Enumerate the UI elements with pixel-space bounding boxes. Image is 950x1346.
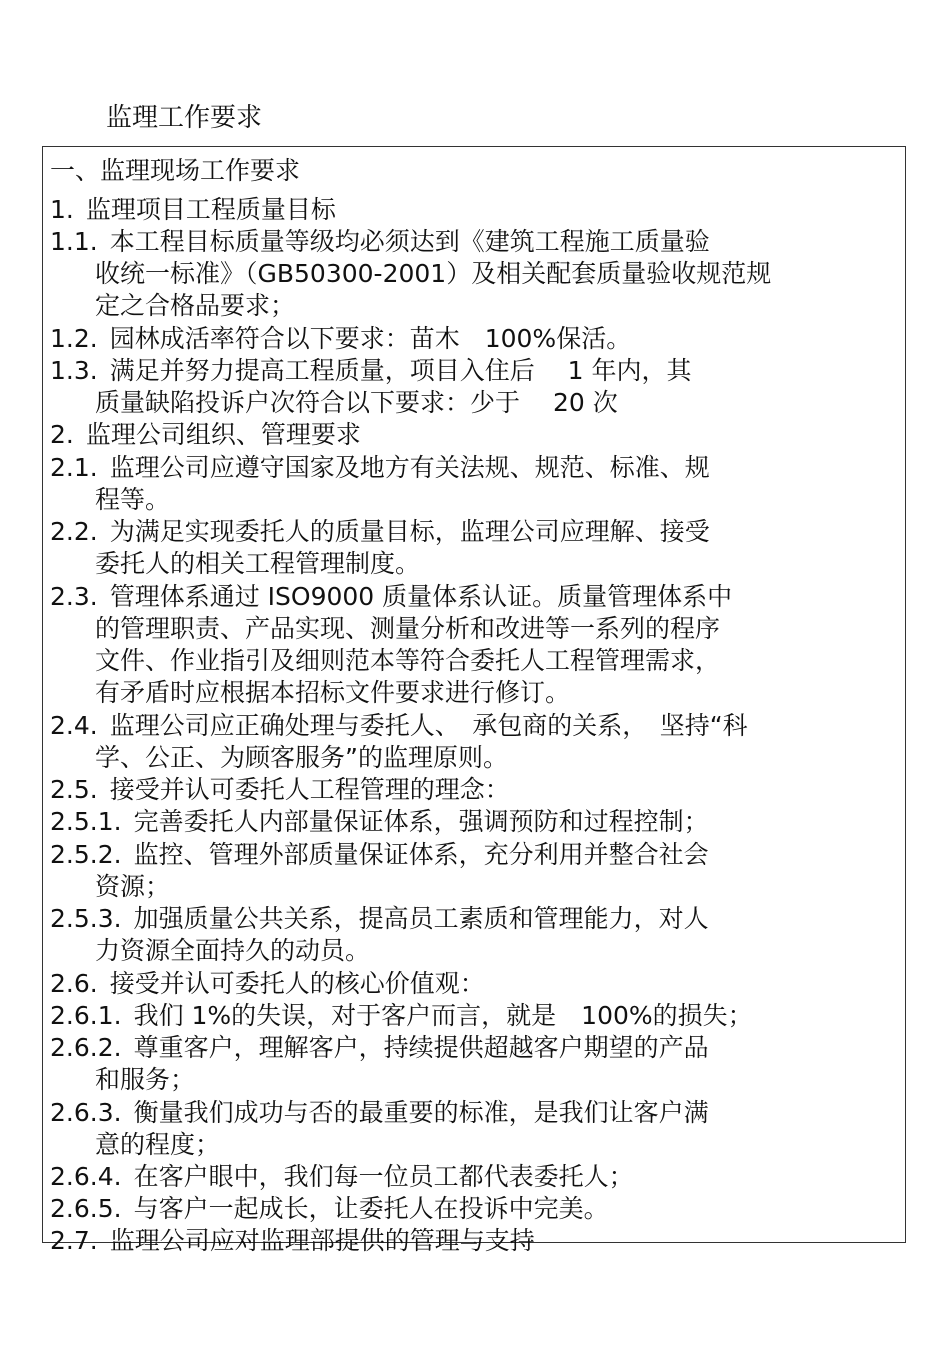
item-number: 2.1. — [50, 453, 98, 482]
item-text: 的管理职责、产品实现、测量分析和改进等一系列的程序 — [95, 614, 721, 643]
item-number: 2. — [50, 420, 74, 449]
requirement-line — [50, 774, 510, 806]
item-number: 2.5.3. — [50, 904, 122, 933]
item-text: 和服务； — [95, 1065, 196, 1094]
item-text: 监理公司组织、管理要求 — [85, 420, 361, 449]
requirement-line — [50, 1193, 609, 1225]
item-text: 一、监理现场工作要求 — [50, 156, 301, 185]
item-number: 2.3. — [50, 582, 98, 611]
requirement-line — [95, 742, 508, 774]
item-number: 2.7. — [50, 1226, 98, 1255]
item-number: 2.2. — [50, 517, 98, 546]
requirement-line — [50, 452, 710, 484]
item-text: 监理公司应对监理部提供的管理与支持 — [109, 1226, 535, 1255]
page-title: 监理工作要求 — [106, 103, 263, 133]
item-text: 衡量我们成功与否的最重要的标准，是我们让客户满 — [133, 1098, 709, 1127]
item-number: 2.6.3. — [50, 1098, 122, 1127]
requirement-line — [50, 355, 692, 387]
item-text: 监理项目工程质量目标 — [85, 195, 336, 224]
requirement-line — [95, 290, 295, 322]
requirement-line — [50, 710, 748, 742]
item-text: 定之合格品要求； — [95, 291, 296, 320]
item-text: 完善委托人内部量保证体系，强调预防和过程控制； — [133, 807, 709, 836]
item-number: 2.5.1. — [50, 807, 122, 836]
item-text: 质量缺陷投诉户次符合以下要求：少于 20 次 — [95, 388, 618, 417]
item-text: 有矛盾时应根据本招标文件要求进行修订。 — [95, 678, 571, 707]
requirement-line — [50, 419, 361, 451]
item-number: 2.5.2. — [50, 840, 122, 869]
requirement-line — [95, 871, 170, 903]
item-number: 1.1. — [50, 227, 98, 256]
item-text: 监控、管理外部质量保证体系，充分利用并整合社会 — [133, 840, 709, 869]
item-text: 园林成活率符合以下要求：苗木 100%保活。 — [109, 324, 632, 353]
item-text: 程等。 — [95, 485, 171, 514]
item-text: 我们 1%的失误，对于客户而言，就是 100%的损失； — [133, 1001, 753, 1030]
item-text: 加强质量公共关系，提高员工素质和管理能力，对人 — [133, 904, 709, 933]
requirement-line — [50, 903, 709, 935]
item-text: 力资源全面持久的动员。 — [95, 936, 371, 965]
requirement-line — [50, 323, 631, 355]
item-number: 2.6.1. — [50, 1001, 122, 1030]
item-number: 2.6. — [50, 969, 98, 998]
item-text: 委托人的相关工程管理制度。 — [95, 549, 421, 578]
requirement-line — [95, 548, 420, 580]
item-number: 2.6.5. — [50, 1194, 122, 1223]
requirement-line — [95, 258, 771, 290]
requirement-line — [50, 155, 300, 187]
item-number: 2.5. — [50, 775, 98, 804]
item-text: 文件、作业指引及细则范本等符合委托人工程管理需求， — [95, 646, 721, 675]
requirement-line — [50, 806, 709, 838]
item-text: 为满足实现委托人的质量目标，监理公司应理解、接受 — [109, 517, 710, 546]
item-number: 2.4. — [50, 711, 98, 740]
item-text: 监理公司应遵守国家及地方有关法规、规范、标准、规 — [109, 453, 710, 482]
item-text: 监理公司应正确处理与委托人、 承包商的关系， 坚持“科 — [109, 711, 748, 740]
item-text: 在客户眼中，我们每一位员工都代表委托人； — [133, 1162, 634, 1191]
requirement-line — [50, 1000, 753, 1032]
item-text: 尊重客户，理解客户，持续提供超越客户期望的产品 — [133, 1033, 709, 1062]
item-text: 接受并认可委托人工程管理的理念： — [109, 775, 510, 804]
item-number: 1.2. — [50, 324, 98, 353]
requirement-line — [50, 1225, 535, 1257]
requirement-line — [50, 226, 710, 258]
requirement-line — [50, 968, 485, 1000]
item-text: 管理体系通过 ISO9000 质量体系认证。质量管理体系中 — [109, 582, 733, 611]
requirement-line — [50, 581, 732, 613]
item-number: 2.6.2. — [50, 1033, 122, 1062]
item-text: 学、公正、为顾客服务”的监理原则。 — [95, 743, 508, 772]
item-text: 接受并认可委托人的核心价值观： — [109, 969, 485, 998]
requirement-line — [50, 1032, 709, 1064]
item-text: 与客户一起成长，让委托人在投诉中完美。 — [133, 1194, 609, 1223]
requirement-line — [95, 645, 720, 677]
requirement-line — [50, 1097, 709, 1129]
requirement-line — [95, 1064, 195, 1096]
requirements-box — [42, 146, 906, 1255]
requirement-line — [50, 1161, 634, 1193]
item-number: 2.6.4. — [50, 1162, 122, 1191]
requirement-line — [50, 839, 709, 871]
requirement-line — [50, 516, 710, 548]
item-text: 意的程度； — [95, 1130, 221, 1159]
item-number: 1.3. — [50, 356, 98, 385]
item-text: 本工程目标质量等级均必须达到《建筑工程施工质量验 — [109, 227, 710, 256]
requirement-line — [95, 1129, 220, 1161]
requirement-line — [95, 613, 720, 645]
requirement-line — [95, 677, 570, 709]
requirement-line — [95, 387, 618, 419]
item-number: 1. — [50, 195, 74, 224]
requirement-line — [95, 484, 170, 516]
item-text: 满足并努力提高工程质量，项目入住后 1 年内，其 — [109, 356, 692, 385]
requirement-line — [95, 935, 370, 967]
item-text: 收统一标准》（GB50300-2001）及相关配套质量验收规范规 — [95, 259, 772, 288]
item-text: 资源； — [95, 872, 171, 901]
requirement-line — [50, 194, 336, 226]
